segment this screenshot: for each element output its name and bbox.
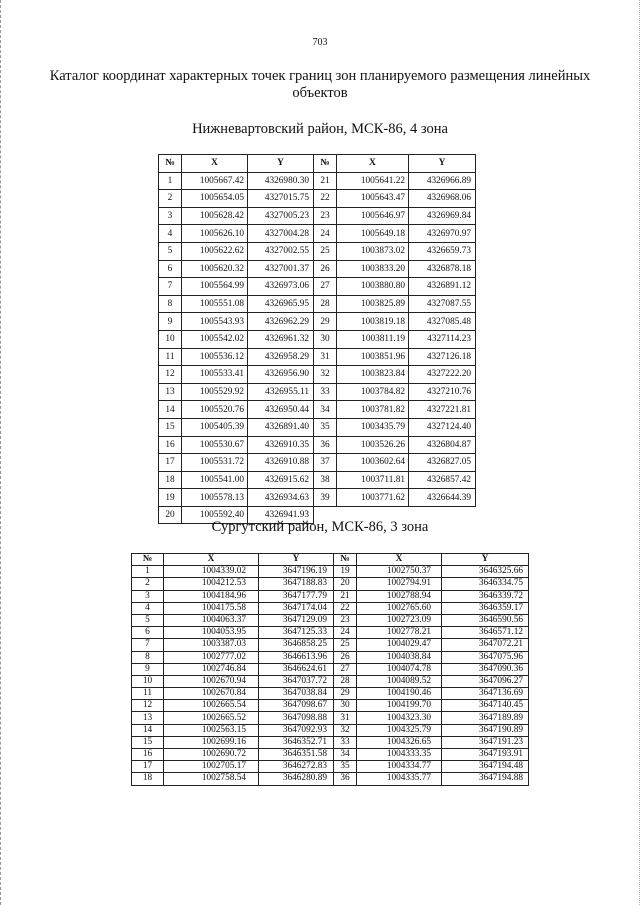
cell-x: 1003771.62 xyxy=(337,489,409,507)
table-row xyxy=(159,401,476,419)
cell-point-number: 13 xyxy=(132,712,164,724)
cell-y: 4327005.23 xyxy=(248,207,314,225)
table-row xyxy=(159,436,476,454)
table-row xyxy=(132,578,529,590)
header-x: X xyxy=(337,155,409,173)
cell-x: 1004074.78 xyxy=(357,663,442,675)
cell-point-number: 8 xyxy=(159,295,182,313)
table-row xyxy=(132,724,529,736)
cell-y: 4327126.18 xyxy=(409,348,476,366)
table-row xyxy=(159,225,476,243)
cell-x: 1004063.37 xyxy=(164,614,259,626)
cell-x: 1003851.96 xyxy=(337,348,409,366)
cell-y: 3647177.79 xyxy=(259,590,334,602)
cell-point-number: 6 xyxy=(159,260,182,278)
cell-y: 3646613.96 xyxy=(259,651,334,663)
cell-point-number: 22 xyxy=(334,602,357,614)
cell-point-number: 15 xyxy=(132,736,164,748)
cell-y: 4326878.18 xyxy=(409,260,476,278)
cell-point-number: 2 xyxy=(132,578,164,590)
cell-point-number: 14 xyxy=(132,724,164,736)
cell-x: 1003873.02 xyxy=(337,242,409,260)
cell-point-number: 9 xyxy=(159,313,182,331)
cell-x: 1002723.09 xyxy=(357,614,442,626)
cell-y: 4327002.55 xyxy=(248,242,314,260)
cell-y: 3646359.17 xyxy=(442,602,529,614)
cell-y: 3647174.04 xyxy=(259,602,334,614)
cell-x: 1005620.32 xyxy=(182,260,248,278)
table-row xyxy=(132,773,529,785)
cell-y: 3647194.48 xyxy=(442,761,529,773)
cell-point-number: 18 xyxy=(132,773,164,785)
cell-x: 1005626.10 xyxy=(182,225,248,243)
cell-point-number: 19 xyxy=(159,489,182,507)
table-row xyxy=(159,295,476,313)
cell-point-number: 16 xyxy=(132,749,164,761)
table-row xyxy=(132,675,529,687)
cell-point-number: 21 xyxy=(314,172,337,190)
table-row xyxy=(132,712,529,724)
cell-y: 3646325.66 xyxy=(442,566,529,578)
cell-y: 3646272.83 xyxy=(259,761,334,773)
cell-y: 3647191.23 xyxy=(442,736,529,748)
cell-point-number: 9 xyxy=(132,663,164,675)
cell-point-number: 18 xyxy=(159,471,182,489)
cell-point-number: 10 xyxy=(132,675,164,687)
cell-point-number: 8 xyxy=(132,651,164,663)
cell-x: 1002765.60 xyxy=(357,602,442,614)
cell-y: 4326965.95 xyxy=(248,295,314,313)
table-row xyxy=(159,489,476,507)
cell-point-number: 15 xyxy=(159,418,182,436)
table-row xyxy=(159,348,476,366)
cell-x: 1002705.17 xyxy=(164,761,259,773)
cell-x: 1004325.79 xyxy=(357,724,442,736)
cell-x: 1005654.05 xyxy=(182,190,248,208)
table-row xyxy=(132,602,529,614)
cell-point-number: 7 xyxy=(132,639,164,651)
cell-point-number: 4 xyxy=(159,225,182,243)
cell-y: 4327001.37 xyxy=(248,260,314,278)
cell-point-number: 35 xyxy=(314,418,337,436)
cell-point-number: 6 xyxy=(132,627,164,639)
cell-y: 3647190.89 xyxy=(442,724,529,736)
cell-y: 3647196.19 xyxy=(259,566,334,578)
cell-y: 3646334.75 xyxy=(442,578,529,590)
cell-y: 4326973.06 xyxy=(248,278,314,296)
cell-x: 1005542.02 xyxy=(182,330,248,348)
cell-x: 1005533.41 xyxy=(182,366,248,384)
cell-x: 1003602.64 xyxy=(337,454,409,472)
cell-point-number: 20 xyxy=(159,506,182,524)
header-number: № xyxy=(314,155,337,173)
cell-x: 1004029.47 xyxy=(357,639,442,651)
cell-point-number: 33 xyxy=(314,383,337,401)
cell-x: 1004175.58 xyxy=(164,602,259,614)
cell-y: 3646624.61 xyxy=(259,663,334,675)
cell-point-number: 38 xyxy=(314,471,337,489)
cell-x: 1005649.18 xyxy=(337,225,409,243)
table-row xyxy=(159,418,476,436)
cell-point-number: 34 xyxy=(314,401,337,419)
cell-point-number: 27 xyxy=(334,663,357,675)
cell-y: 4326970.97 xyxy=(409,225,476,243)
cell-point-number: 22 xyxy=(314,190,337,208)
cell-y: 4327087.55 xyxy=(409,295,476,313)
cell-x: 1004326.65 xyxy=(357,736,442,748)
cell-point-number: 30 xyxy=(314,330,337,348)
header-y: Y xyxy=(442,554,529,566)
cell-x: 1005622.62 xyxy=(182,242,248,260)
cell-y: 3646339.72 xyxy=(442,590,529,602)
cell-x: 1002690.72 xyxy=(164,749,259,761)
cell-point-number: 25 xyxy=(334,639,357,651)
cell-y: 3647125.33 xyxy=(259,627,334,639)
table-row xyxy=(159,242,476,260)
cell-y: 4327015.75 xyxy=(248,190,314,208)
cell-y: 3646280.89 xyxy=(259,773,334,785)
cell-point-number: 39 xyxy=(314,489,337,507)
cell-y: 3647188.83 xyxy=(259,578,334,590)
cell-x: 1004334.77 xyxy=(357,761,442,773)
cell-y: 3647037.72 xyxy=(259,675,334,687)
section-heading-nizhnevartovsk: Нижневартовский район, МСК-86, 4 зона xyxy=(192,121,448,137)
table-body xyxy=(132,566,529,785)
cell-point-number: 30 xyxy=(334,700,357,712)
cell-x: 1005536.12 xyxy=(182,348,248,366)
cell-y: 4326941.93 xyxy=(248,506,314,524)
table-row xyxy=(159,471,476,489)
page-number: 703 xyxy=(312,37,328,48)
cell-point-number: 35 xyxy=(334,761,357,773)
table-row xyxy=(132,651,529,663)
coordinates-table-nizhnevartovsk xyxy=(158,154,476,524)
table-row xyxy=(159,366,476,384)
header-number: № xyxy=(334,554,357,566)
cell-point-number: 17 xyxy=(159,454,182,472)
cell-x: 1003781.82 xyxy=(337,401,409,419)
cell-x: 1003387.03 xyxy=(164,639,259,651)
cell-y: 4326966.89 xyxy=(409,172,476,190)
table-body xyxy=(159,172,476,524)
table-row xyxy=(159,313,476,331)
table-row xyxy=(132,614,529,626)
cell-x: 1005531.72 xyxy=(182,454,248,472)
table-row xyxy=(159,260,476,278)
cell-x: 1005643.47 xyxy=(337,190,409,208)
table-row xyxy=(159,172,476,190)
cell-y: 4326915.62 xyxy=(248,471,314,489)
cell-point-number: 36 xyxy=(334,773,357,785)
cell-y: 4326956.90 xyxy=(248,366,314,384)
cell-point-number: 33 xyxy=(334,736,357,748)
cell-x: 1005405.39 xyxy=(182,418,248,436)
cell-x: 1003823.84 xyxy=(337,366,409,384)
cell-x: 1004089.52 xyxy=(357,675,442,687)
table-row xyxy=(132,736,529,748)
header-x: X xyxy=(164,554,259,566)
table-row xyxy=(132,663,529,675)
cell-point-number: 10 xyxy=(159,330,182,348)
cell-y: 3646590.56 xyxy=(442,614,529,626)
coordinates-table-surgut xyxy=(131,553,529,786)
cell-point-number: 25 xyxy=(314,242,337,260)
cell-x: 1005551.08 xyxy=(182,295,248,313)
table-row xyxy=(132,761,529,773)
header-y: Y xyxy=(248,155,314,173)
cell-y: 4326969.84 xyxy=(409,207,476,225)
cell-y: 3647098.67 xyxy=(259,700,334,712)
table-header-row xyxy=(159,155,476,173)
cell-x: 1005530.67 xyxy=(182,436,248,454)
cell-point-number: 32 xyxy=(334,724,357,736)
cell-point-number: 34 xyxy=(334,749,357,761)
cell-x: 1003819.18 xyxy=(337,313,409,331)
cell-x: 1003833.20 xyxy=(337,260,409,278)
cell-point-number: 31 xyxy=(314,348,337,366)
cell-x: 1005520.76 xyxy=(182,401,248,419)
cell-x: 1005592.40 xyxy=(182,506,248,524)
cell-y: 4327222.20 xyxy=(409,366,476,384)
cell-x: 1002758.54 xyxy=(164,773,259,785)
cell-x: 1005541.00 xyxy=(182,471,248,489)
table-row xyxy=(132,700,529,712)
cell-point-number: 19 xyxy=(334,566,357,578)
cell-x: 1004199.70 xyxy=(357,700,442,712)
cell-point-number: 2 xyxy=(159,190,182,208)
cell-point-number: 29 xyxy=(314,313,337,331)
cell-y: 4326980.30 xyxy=(248,172,314,190)
cell-point-number: 29 xyxy=(334,688,357,700)
cell-point-number: 1 xyxy=(132,566,164,578)
cell-y: 4326934.63 xyxy=(248,489,314,507)
cell-point-number: 28 xyxy=(314,295,337,313)
cell-y: 3646351.58 xyxy=(259,749,334,761)
cell-y: 3647140.45 xyxy=(442,700,529,712)
cell-x: 1005543.93 xyxy=(182,313,248,331)
cell-x: 1004053.95 xyxy=(164,627,259,639)
cell-point-number: 3 xyxy=(132,590,164,602)
table-row xyxy=(132,639,529,651)
cell-x: 1005529.92 xyxy=(182,383,248,401)
section-heading-surgut: Сургутский район, МСК-86, 3 зона xyxy=(211,519,429,535)
cell-x: 1004038.84 xyxy=(357,651,442,663)
cell-point-number: 12 xyxy=(159,366,182,384)
cell-x: 1004335.77 xyxy=(357,773,442,785)
table-row xyxy=(132,566,529,578)
table-row xyxy=(159,278,476,296)
cell-x: 1002670.94 xyxy=(164,675,259,687)
cell-x: 1002563.15 xyxy=(164,724,259,736)
cell-x: 1005578.13 xyxy=(182,489,248,507)
cell-y: 4326950.44 xyxy=(248,401,314,419)
cell-y: 4326958.29 xyxy=(248,348,314,366)
header-x: X xyxy=(182,155,248,173)
table-row xyxy=(159,190,476,208)
cell-x: 1002794.91 xyxy=(357,578,442,590)
cell-point-number: 5 xyxy=(132,614,164,626)
cell-y: 3647075.96 xyxy=(442,651,529,663)
cell-x: 1004323.30 xyxy=(357,712,442,724)
table-row xyxy=(132,627,529,639)
page-title: Каталог координат характерных точек границ зон планируемого размещения линейных объектов xyxy=(49,68,591,101)
cell-y: 3646571.12 xyxy=(442,627,529,639)
table-row xyxy=(132,590,529,602)
cell-point-number: 23 xyxy=(334,614,357,626)
cell-x: 1003526.26 xyxy=(337,436,409,454)
cell-point-number: 16 xyxy=(159,436,182,454)
cell-y: 4327210.76 xyxy=(409,383,476,401)
cell-point-number: 31 xyxy=(334,712,357,724)
cell-point-number: 4 xyxy=(132,602,164,614)
cell-x: 1002665.52 xyxy=(164,712,259,724)
cell-y: 3647136.69 xyxy=(442,688,529,700)
cell-x: 1004339.02 xyxy=(164,566,259,578)
cell-point-number: 7 xyxy=(159,278,182,296)
cell-point-number: 24 xyxy=(334,627,357,639)
cell-y: 4326659.73 xyxy=(409,242,476,260)
cell-y: 3647193.91 xyxy=(442,749,529,761)
cell-x: 1002670.84 xyxy=(164,688,259,700)
cell-y: 3646352.71 xyxy=(259,736,334,748)
cell-x: 1003811.19 xyxy=(337,330,409,348)
cell-y: 3647098.88 xyxy=(259,712,334,724)
cell-point-number: 17 xyxy=(132,761,164,773)
cell-y: 4327124.40 xyxy=(409,418,476,436)
cell-y: 4326968.06 xyxy=(409,190,476,208)
header-x: X xyxy=(357,554,442,566)
cell-x: 1003825.89 xyxy=(337,295,409,313)
cell-x: 1004212.53 xyxy=(164,578,259,590)
table-row xyxy=(159,454,476,472)
cell-x: 1005641.22 xyxy=(337,172,409,190)
cell-y: 3647090.36 xyxy=(442,663,529,675)
cell-x: 1005628.42 xyxy=(182,207,248,225)
cell-y: 4327221.81 xyxy=(409,401,476,419)
cell-y: 3647092.93 xyxy=(259,724,334,736)
cell-y: 4326910.88 xyxy=(248,454,314,472)
cell-x: 1002777.02 xyxy=(164,651,259,663)
cell-y: 4326955.11 xyxy=(248,383,314,401)
cell-point-number: 21 xyxy=(334,590,357,602)
cell-y: 4326644.39 xyxy=(409,489,476,507)
cell-point-number: 26 xyxy=(314,260,337,278)
cell-x: 1003435.79 xyxy=(337,418,409,436)
cell-x: 1002778.21 xyxy=(357,627,442,639)
cell-y: 4326857.42 xyxy=(409,471,476,489)
cell-point-number: 3 xyxy=(159,207,182,225)
cell-point-number: 26 xyxy=(334,651,357,663)
cell-point-number: 12 xyxy=(132,700,164,712)
cell-point-number: 20 xyxy=(334,578,357,590)
cell-point-number: 13 xyxy=(159,383,182,401)
cell-y: 3647129.09 xyxy=(259,614,334,626)
cell-point-number: 37 xyxy=(314,454,337,472)
cell-y: 3647189.89 xyxy=(442,712,529,724)
header-number: № xyxy=(132,554,164,566)
header-number: № xyxy=(159,155,182,173)
cell-y: 4326804.87 xyxy=(409,436,476,454)
cell-x: 1005646.97 xyxy=(337,207,409,225)
cell-y: 3647194.88 xyxy=(442,773,529,785)
cell-point-number: 24 xyxy=(314,225,337,243)
cell-y: 3647038.84 xyxy=(259,688,334,700)
cell-y: 4327114.23 xyxy=(409,330,476,348)
cell-x: 1004190.46 xyxy=(357,688,442,700)
cell-y: 4326891.12 xyxy=(409,278,476,296)
cell-x: 1003711.81 xyxy=(337,471,409,489)
cell-x: 1002750.37 xyxy=(357,566,442,578)
cell-x: 1004184.96 xyxy=(164,590,259,602)
cell-point-number: 14 xyxy=(159,401,182,419)
cell-x: 1003880.80 xyxy=(337,278,409,296)
cell-y: 4327004.28 xyxy=(248,225,314,243)
cell-point-number: 11 xyxy=(132,688,164,700)
cell-x: 1002746.84 xyxy=(164,663,259,675)
cell-y: 4326961.32 xyxy=(248,330,314,348)
table-row xyxy=(159,330,476,348)
cell-y: 3647096.27 xyxy=(442,675,529,687)
cell-point-number: 28 xyxy=(334,675,357,687)
cell-point-number: 32 xyxy=(314,366,337,384)
cell-x: 1003784.82 xyxy=(337,383,409,401)
cell-point-number: 27 xyxy=(314,278,337,296)
cell-x: 1002699.16 xyxy=(164,736,259,748)
cell-x: 1002788.94 xyxy=(357,590,442,602)
table-row xyxy=(159,383,476,401)
cell-y: 4326910.35 xyxy=(248,436,314,454)
cell-y: 4326827.05 xyxy=(409,454,476,472)
cell-y: 4326891.40 xyxy=(248,418,314,436)
cell-point-number: 36 xyxy=(314,436,337,454)
header-y: Y xyxy=(259,554,334,566)
cell-x: 1004333.35 xyxy=(357,749,442,761)
table-header-row xyxy=(132,554,529,566)
cell-point-number: 1 xyxy=(159,172,182,190)
cell-point-number: 23 xyxy=(314,207,337,225)
cell-point-number: 5 xyxy=(159,242,182,260)
cell-x: 1005564.99 xyxy=(182,278,248,296)
table-row xyxy=(132,688,529,700)
cell-y: 3647072.21 xyxy=(442,639,529,651)
cell-y: 3646858.25 xyxy=(259,639,334,651)
header-y: Y xyxy=(409,155,476,173)
cell-point-number: 11 xyxy=(159,348,182,366)
cell-x: 1002665.54 xyxy=(164,700,259,712)
table-row xyxy=(159,207,476,225)
cell-y: 4326962.29 xyxy=(248,313,314,331)
cell-y: 4327085.48 xyxy=(409,313,476,331)
table-row xyxy=(132,749,529,761)
cell-x: 1005667.42 xyxy=(182,172,248,190)
